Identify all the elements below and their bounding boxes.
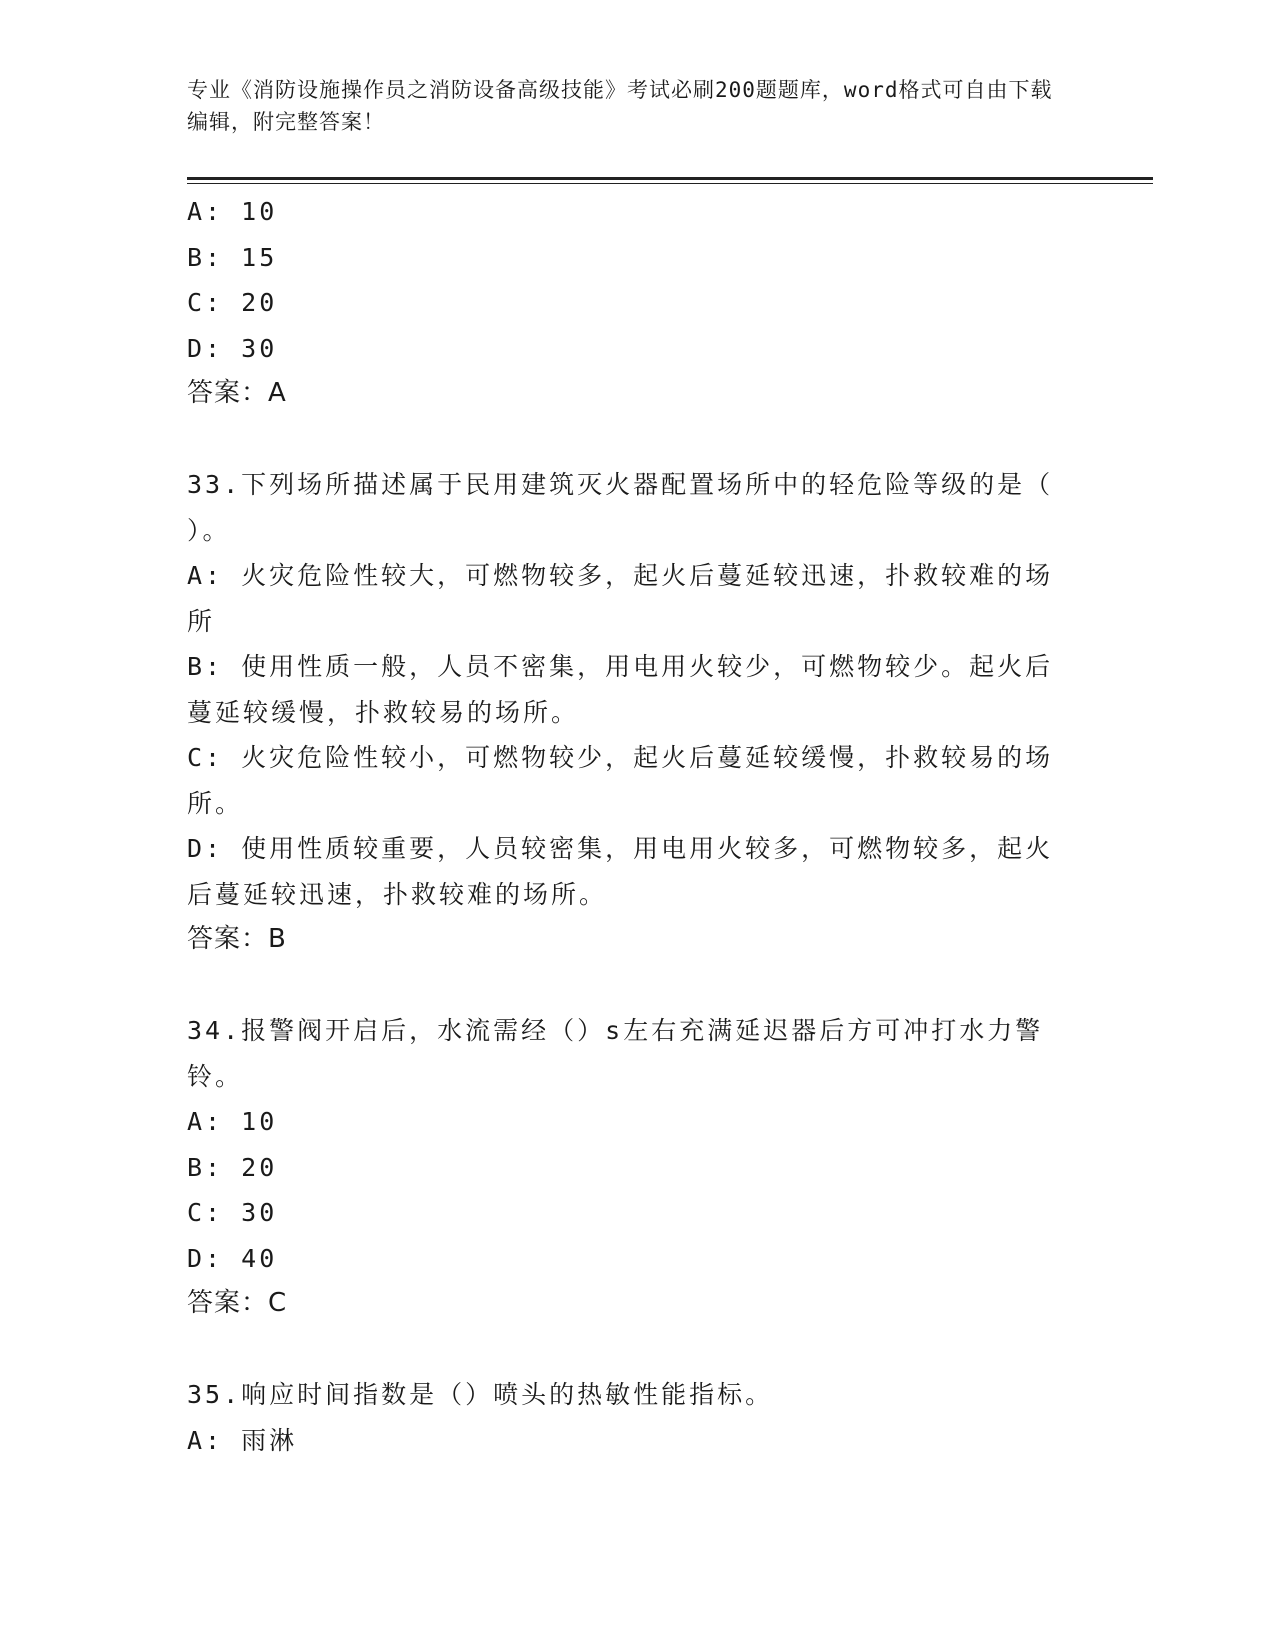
q33-option-b-line-1: B: 使用性质一般，人员不密集，用电用火较少，可燃物较少。起火后	[187, 652, 1054, 681]
document-header: 专业《消防设施操作员之消防设备高级技能》考试必刷200题题库，word格式可自由下载编辑，附完整答案！	[187, 78, 1053, 134]
q34-stem-line-1: 34.报警阀开启后，水流需经（）s左右充满延迟器后方可冲打水力警	[187, 1016, 1044, 1045]
q33-answer: 答案：B	[187, 924, 287, 954]
header-divider-thick	[187, 177, 1153, 180]
q32-option-a: A: 10	[187, 197, 278, 226]
q33-option-a-line-2: 所	[187, 606, 216, 636]
q32-answer: 答案：A	[187, 378, 287, 408]
q33-stem-line-2: ）。	[187, 515, 231, 545]
q34-option-c: C: 30	[187, 1198, 278, 1227]
header-divider-thin	[187, 183, 1153, 184]
spacer	[187, 963, 1067, 1009]
q32-option-c: C: 20	[187, 288, 278, 317]
q33-option-d-line-2: 后蔓延较迅速，扑救较难的场所。	[187, 879, 608, 909]
q35-option-a: A: 雨淋	[187, 1425, 298, 1455]
q33-option-b-line-2: 蔓延较缓慢，扑救较易的场所。	[187, 697, 580, 727]
q33-option-a-line-1: A: 火灾危险性较大，可燃物较多，起火后蔓延较迅速，扑救较难的场	[187, 561, 1054, 590]
q34-option-d: D: 40	[187, 1243, 278, 1273]
question-content	[187, 189, 1067, 1463]
spacer	[187, 417, 1067, 463]
q34-stem-line-2: 铃。	[187, 1061, 244, 1091]
q33-option-d-line-1: D: 使用性质较重要，人员较密集，用电用火较多，可燃物较多，起火	[187, 834, 1054, 863]
q34-option-b: B: 20	[187, 1152, 278, 1182]
q33-option-c-line-1: C: 火灾危险性较小，可燃物较少，起火后蔓延较缓慢，扑救较易的场	[187, 743, 1054, 772]
q34-option-a: A: 10	[187, 1107, 278, 1136]
q33-option-c-line-2: 所。	[187, 788, 244, 818]
q33-stem-line-1: 33.下列场所描述属于民用建筑灭火器配置场所中的轻危险等级的是（	[187, 470, 1054, 499]
q35-stem-line-1: 35.响应时间指数是（）喷头的热敏性能指标。	[187, 1380, 774, 1409]
q32-option-b: B: 15	[187, 242, 278, 272]
q34-answer: 答案：C	[187, 1288, 288, 1318]
q32-option-d: D: 30	[187, 333, 278, 363]
spacer	[187, 1327, 1067, 1373]
